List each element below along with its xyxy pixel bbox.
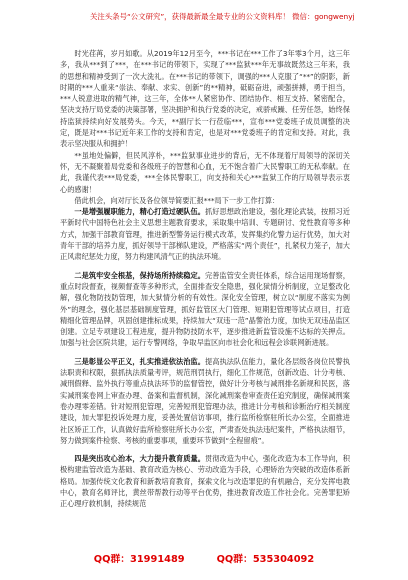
paragraph-heading: 三是彰显公平正义，扎实推进依法治监。 [74, 356, 205, 366]
paragraph-text: 借此机会，向对厅长及各位领导简要汇报***局下一步工作打算： [74, 195, 280, 205]
paragraph [60, 206, 350, 262]
paragraph-text: **虽地处偏僻，但民风淳朴，***监狱事业进步的背后，无不体现着厅局领导的深切关怀，无不凝聚着局党委和各级班子的智慧和心血，无不饱含着广大民警职工的无私奉献。在此，我谨代表***局党委，***全体民警职工，向支持和关心***监狱工作的厅局领导表示衷心的感谢！ [60, 150, 350, 194]
paragraph-text: 时光荏苒，岁月如歌。从2019年12月至今，***书记在***工作了3年零3个月，这三年多，我从***到了***，在***书记的带领下，实现了***监狱***年无事故既然这三年来，我的思想和精神受到了一次大洗礼。在***书记的带领下，调强的***人克服了“**”的阴影，新时期的***人重来“崇法、奉献、求实、创新”的**精神，砥砺奋进，顽强拼搏，勇于担当，***人锐意进取的精气神，这三年，全体**人紧密协作、团结协作、相互支持、紧密配合，坚决支持厅局党委的决策部署，坚决拥护和执行党委的决定，戒骄戒躁、任劳任怨，始终保持监狱持续向好发展势头。今天，**副厅长一行莅临***，宣布***党委班子成员调整的决定，既是对***书记近年来工作的支持和肯定，也是对***党委班子的肯定和支持。对此，我表示坚决服从和拥护！ [60, 49, 350, 149]
paragraph-heading: 二是筑牢安全根基，保持场所持续稳定。 [74, 270, 205, 280]
paragraph [60, 150, 350, 195]
document-page [60, 48, 350, 552]
footer-qq-group-2: QQ群：535304092 [216, 554, 315, 565]
paragraph-text: 提高执法队伍能力，量化各层级各岗位民警执法职责和权限，狠抓执法质量考评，规范刑罚执行，细化工作规范，创新改造、计分考核、减刑假释、监外执行等重点执法环节的监督管控，做好计分考核与减刑排名新规和民医，落实减刑案卷网上审查办理、备案和监督机制，深化减刑案卷审查责任追究制度，确保减刑案卷办理零差错。针对短刑犯管理，完善短刑犯管理办法，推进计分考核和诊断治疗相关制度建设，加大罪犯投诉处理力度，妥善处置信访事项，推行监所检察驻所长办公室，全面推进社区矫正工作，认真做好监所检察驻所长办公室，严肃查处执法违纪案件，严格执法细节，努力做到案件检察、考核的重要事项，重要环节做到“全程留痕”。 [60, 356, 350, 445]
paragraph [60, 356, 350, 446]
document-body [60, 48, 350, 510]
paragraph-text: 完善监管安全责任体系，综合运用现场督察，重点时段督查，视频督查等多种形式，全面排查安全隐患，强化狱情分析制度，立足整改化解，强化物防技防管理，加大狱情分析的有效性。深化安全管理，树立以“制度不落实为例外”的理念，强化基层基础制度管理，抓好监管区大门管理、短期犯管理等试点项目，打造精细化管理品牌，巩固创建推标成果，持续加大“双违一范”晶警治力度，加快无双违品监区创建。立足专项建设工程进度，提升物防技防水平，逐步推进新监管设施不达标的关押点。加强与社会区院共建，运行专警网络，争取早监区向市社会化和远程会诊联网新进展。 [60, 270, 350, 348]
footer-qq-group-1: QQ群：31991489 [93, 554, 185, 565]
paragraph [60, 195, 350, 206]
paragraph-heading: 一是增强履职能力，精心打造过硬队伍。 [74, 207, 205, 217]
paragraph [60, 453, 350, 509]
footer-contact [0, 552, 408, 568]
watermark-banner: 关注头条号“公文研究”，获得最新最全最专业的公文资料库！ 微信：gongwenyj [90, 12, 355, 21]
paragraph [60, 270, 350, 349]
paragraph-text: 抓好思想政治建设，强化理论武装，按照习近平新时代中国特色社会主义思想主题教育要求，采取集中培训、专题研讨、党性教育等多种方式，加强干部教育管理，推进新型警务运行模式改革，发挥集约化警力运行优势，加大对青年干部的培养力度，抓好领导干部梯队建设，严格落实“两个责任”，扎紧权力笼子，加大正风肃纪惩处力度，努力构建风清气正的执法环境。 [60, 207, 350, 262]
paragraph [60, 48, 350, 150]
paragraph-text: 贯彻改造为中心，强化改造为本工作导向，积极构建监管改造为基础、教育改造为核心、劳动改造为手段，心理矫治为突破的改造体系新格局。加强传统文化教育和新教培育教育，探索文化与改造罪犯的有机融合，充分发挥电教中心，教育名师评比，黄丝带帮教行动等平台优势，推进教育改造工作社会化。完善罪犯矫正心理疗救机制，持续规范 [60, 454, 350, 509]
paragraph-heading: 四是突出攻心治本，大力提升教育质量。 [74, 454, 205, 464]
